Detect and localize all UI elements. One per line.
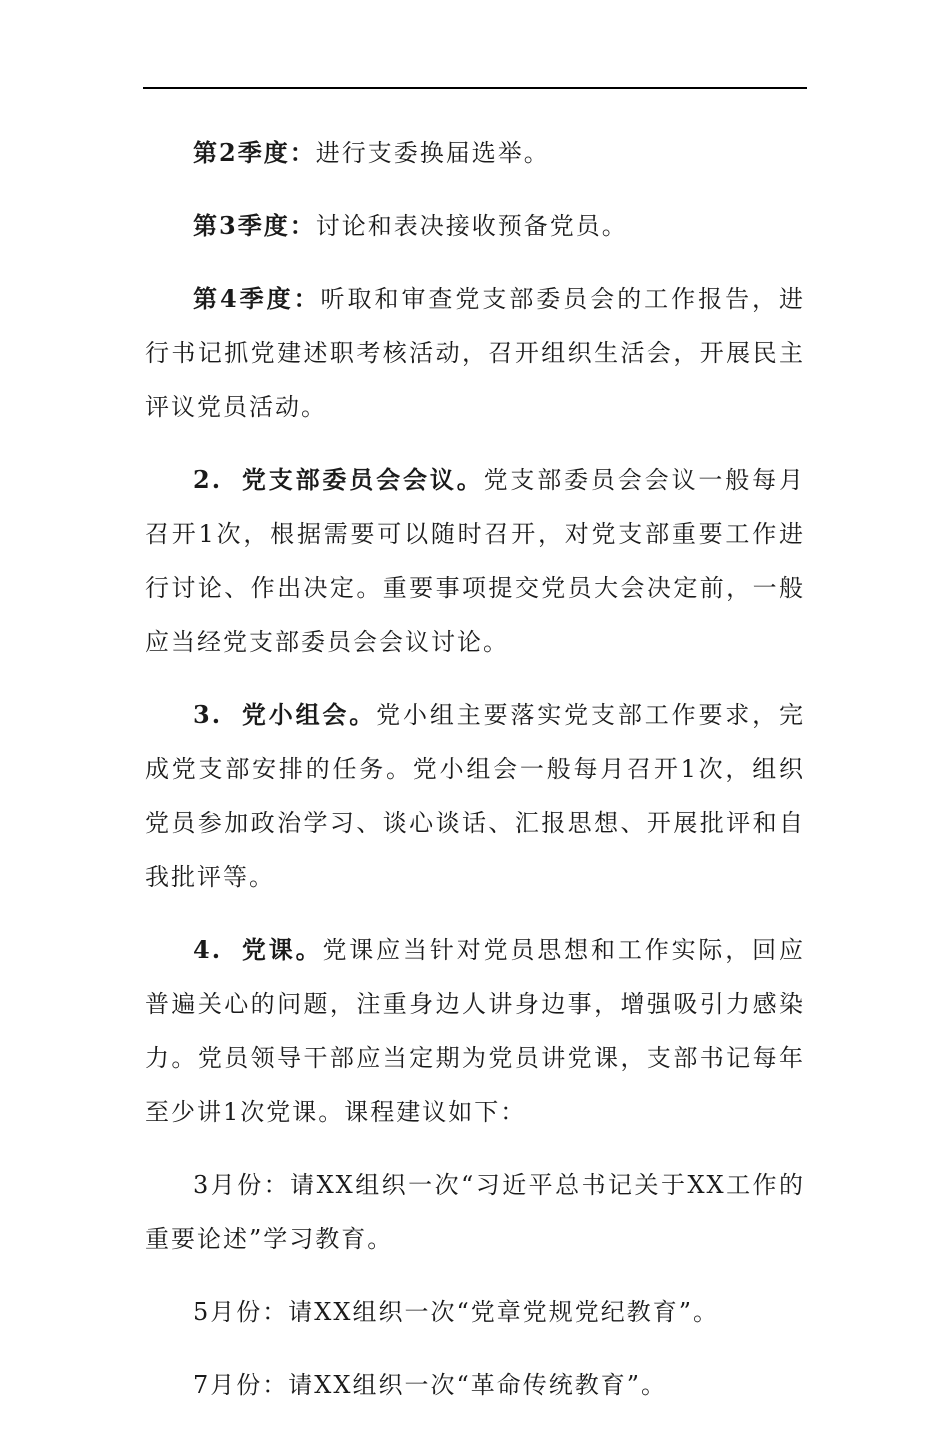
paragraph-text: 进行支委换届选举。 (315, 139, 550, 167)
paragraph-q2 (145, 126, 805, 180)
paragraph-q4 (145, 272, 805, 434)
paragraph-lead: 第4季度： (193, 284, 321, 313)
paragraph-q3 (145, 199, 805, 253)
paragraph-item-2 (145, 453, 805, 669)
paragraph-text: 党支部委员会会议一般每月召开1次，根据需要可以随时召开，对党支部重要工作进行讨论、作出决定。重要事项提交党员大会决定前，一般应当经党支部委员会会议讨论。 (145, 466, 806, 656)
paragraph-lead: 第2季度： (193, 138, 316, 167)
paragraph-text: 党小组主要落实党支部工作要求，完成党支部安排的任务。党小组会一般每月召开1次，组织党员参加政治学习、谈心谈话、汇报思想、开展批评和自我批评等。 (145, 701, 806, 891)
paragraph-lead: 党支部委员会会议。 (241, 465, 484, 494)
paragraph-july (145, 1358, 805, 1412)
paragraph-text: 讨论和表决接收预备党员。 (315, 212, 628, 240)
header-rule (143, 87, 807, 89)
item-number: 2. (193, 465, 223, 494)
item-number: 4. (193, 935, 223, 964)
paragraph-item-3 (145, 688, 805, 904)
paragraph-march (145, 1158, 805, 1266)
item-number: 3. (193, 700, 223, 729)
paragraph-may (145, 1285, 805, 1339)
paragraph-item-4 (145, 923, 805, 1139)
paragraph-text: 听取和审查党支部委员会的工作报告，进行书记抓党建述职考核活动，召开组织生活会，开展民主评议党员活动。 (145, 285, 806, 421)
paragraph-text: 7月份：请XX组织一次“革命传统教育”。 (193, 1371, 667, 1399)
paragraph-text: 3月份：请XX组织一次“习近平总书记关于XX工作的重要论述”学习教育。 (145, 1171, 805, 1253)
paragraph-text: 党课应当针对党员思想和工作实际，回应普遍关心的问题，注重身边人讲身边事，增强吸引力感染力。党员领导干部应当定期为党员讲党课，支部书记每年至少讲1次党课。课程建议如下： (145, 936, 806, 1126)
paragraph-text: 5月份：请XX组织一次“党章党规党纪教育”。 (193, 1298, 719, 1326)
paragraph-lead: 第3季度： (193, 211, 316, 240)
paragraph-lead: 党课。 (241, 935, 323, 964)
document-body (145, 126, 805, 1431)
paragraph-lead: 党小组会。 (241, 700, 377, 729)
